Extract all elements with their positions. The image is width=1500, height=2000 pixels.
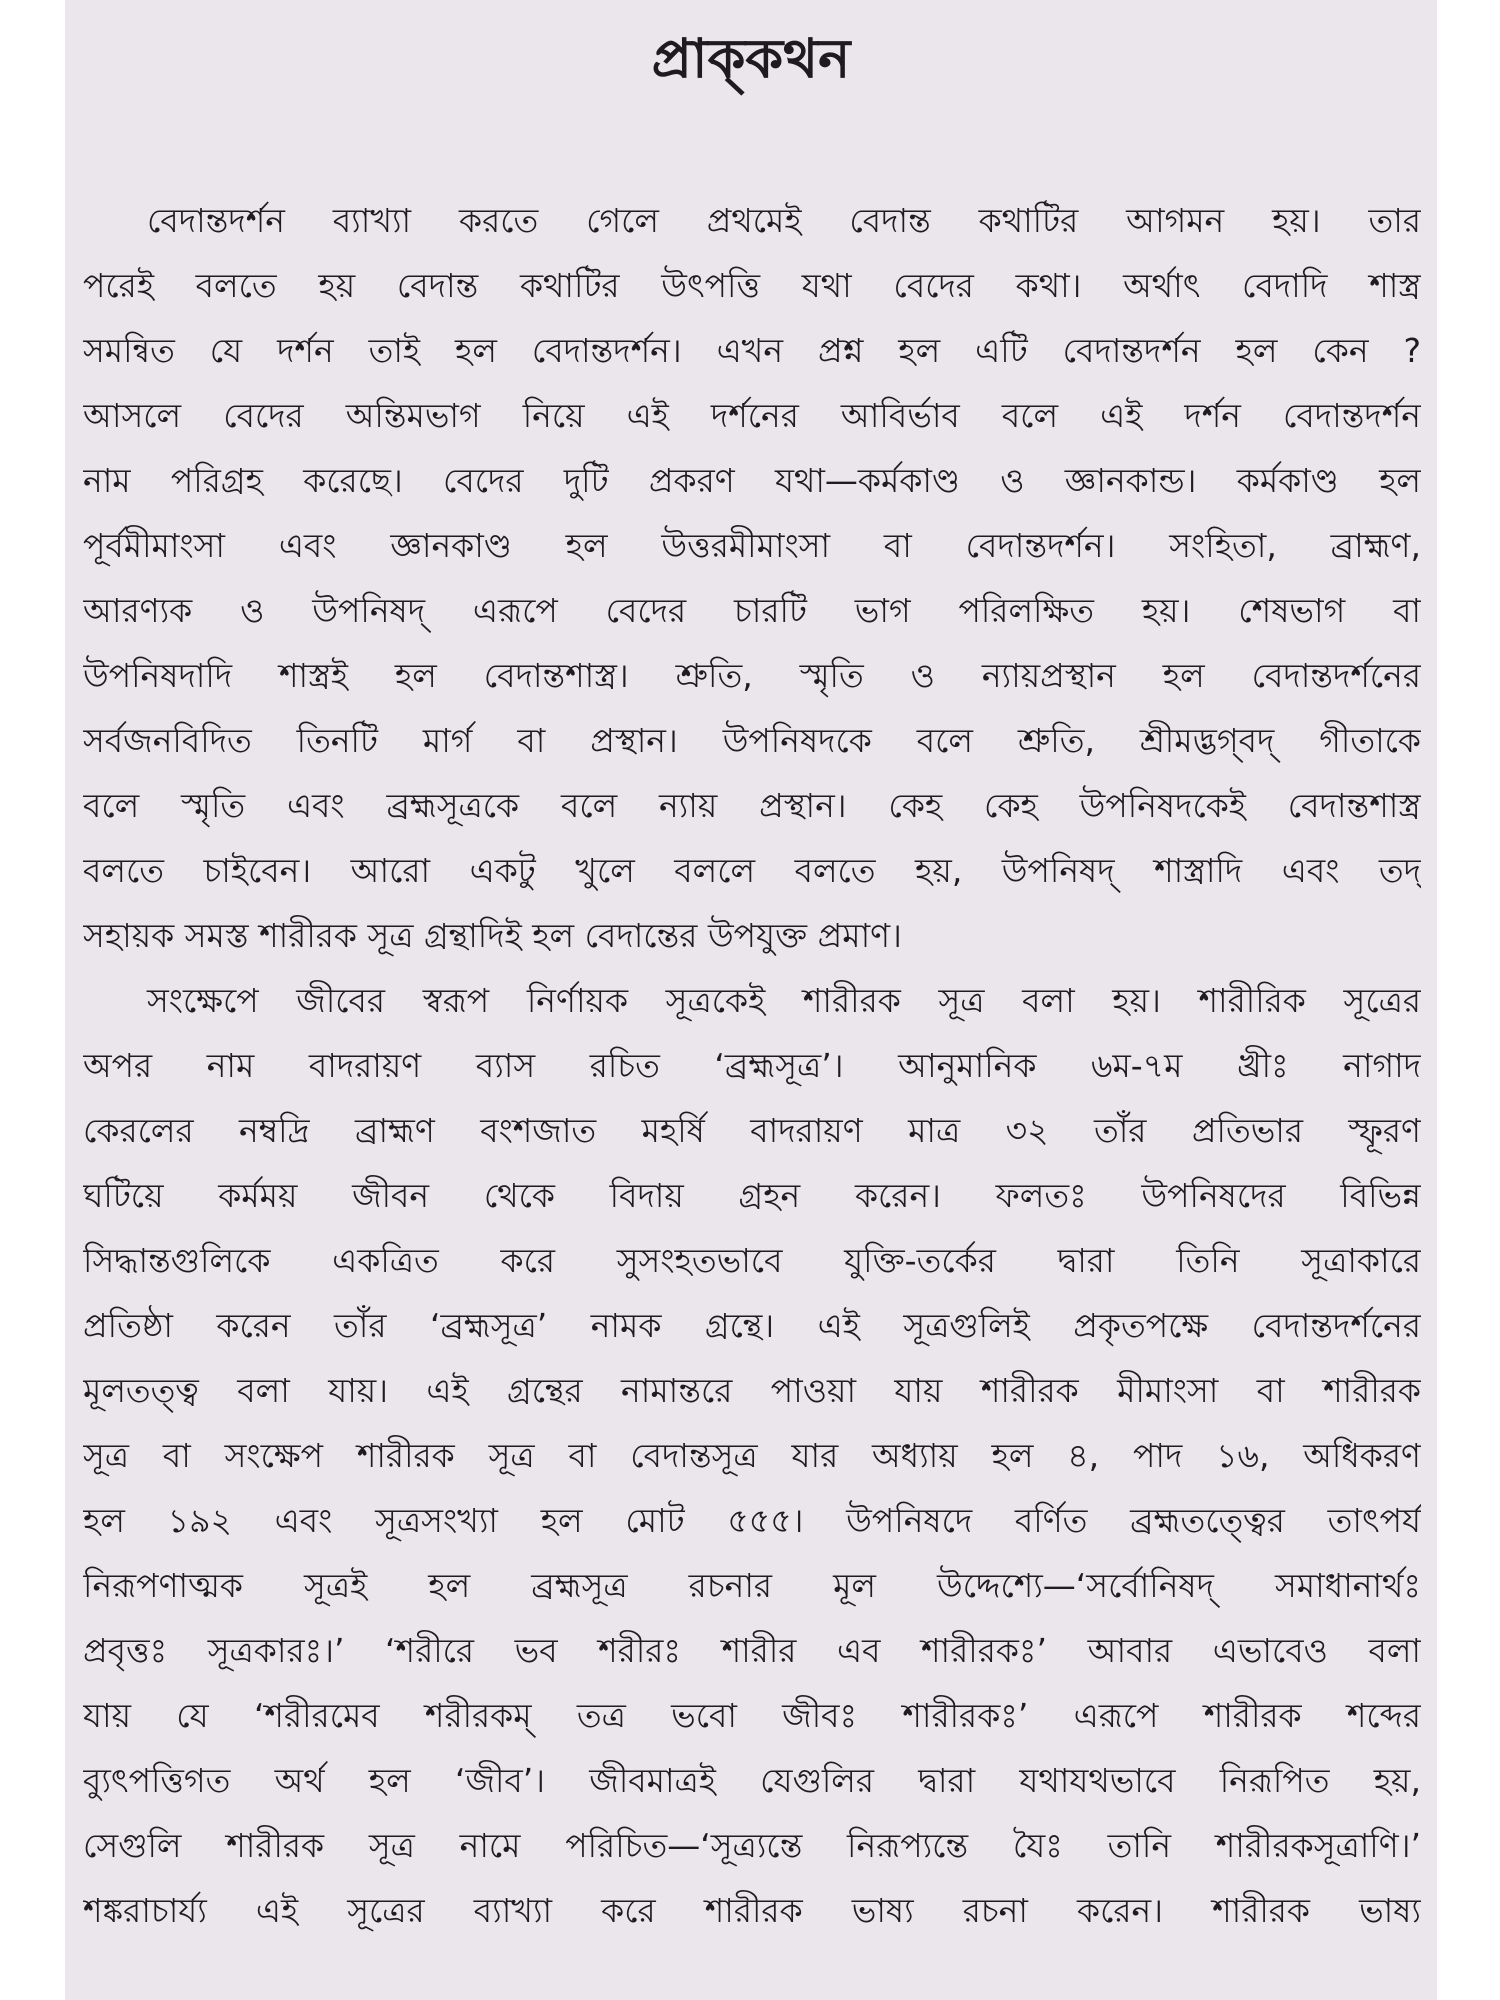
text-line: যায় যে ‘শরীরমেব শরীরকম্ তত্র ভবো জীবঃ শারীরকঃ’ এরূপে শারীরক শব্দের <box>83 1696 1421 1735</box>
text-line: প্রতিষ্ঠা করেন তাঁর ‘ব্রহ্মসূত্র’ নামক গ্রন্থে। এই সূত্রগুলিই প্রকৃতপক্ষে বেদান্তদর্শনের <box>83 1306 1421 1345</box>
paragraph-2 <box>83 968 1421 1943</box>
text-line: প্রবৃত্তঃ সূত্রকারঃ।’ ‘শরীরে ভব শরীরঃ শারীর এব শারীরকঃ’ আবার এভাবেও বলা <box>83 1631 1421 1670</box>
text-line: নিরূপণাত্মক সূত্রই হল ব্রহ্মসূত্র রচনার মূল উদ্দেশ্যে—‘সর্বোনিষদ্ সমাধানার্থঃ <box>83 1566 1421 1605</box>
text-line: সংক্ষেপে জীবের স্বরূপ নির্ণায়ক সূত্রকেই শারীরক সূত্র বলা হয়। শারীরিক সূত্রের <box>147 981 1421 1020</box>
paragraph-1 <box>83 188 1421 968</box>
text-line: সিদ্ধান্তগুলিকে একত্রিত করে সুসংহতভাবে যুক্তি-তর্কের দ্বারা তিনি সূত্রাকারে <box>83 1241 1421 1280</box>
text-line: শঙ্করাচার্য্য এই সূত্রের ব্যাখ্যা করে শারীরক ভাষ্য রচনা করেন। শারীরক ভাষ্য <box>83 1891 1421 1930</box>
body-text <box>83 188 1421 1943</box>
text-line: সর্বজনবিদিত তিনটি মার্গ বা প্রস্থান। উপনিষদকে বলে শ্রুতি, শ্রীমদ্ভগ্‌বদ্ গীতাকে <box>83 721 1421 760</box>
text-line: বলে স্মৃতি এবং ব্রহ্মসূত্রকে বলে ন্যায় প্রস্থান। কেহ কেহ উপনিষদকেই বেদান্তশাস্ত্র <box>83 786 1421 825</box>
book-page <box>65 0 1437 2000</box>
text-line: আরণ্যক ও উপনিষদ্ এরূপে বেদের চারটি ভাগ পরিলক্ষিত হয়। শেষভাগ বা <box>83 591 1421 630</box>
text-line: বলতে চাইবেন। আরো একটু খুলে বললে বলতে হয়, উপনিষদ্ শাস্ত্রাদি এবং তদ্ <box>83 851 1421 890</box>
text-line: সমন্বিত যে দর্শন তাই হল বেদান্তদর্শন। এখন প্রশ্ন হল এটি বেদান্তদর্শন হল কেন ? <box>83 331 1421 370</box>
text-line: সেগুলি শারীরক সূত্র নামে পরিচিত—‘সূত্র্যন্তে নিরূপ্যন্তে যৈঃ তানি শারীরকসূত্রাণি।’ <box>83 1826 1421 1865</box>
text-line: বেদান্তদর্শন ব্যাখ্যা করতে গেলে প্রথমেই বেদান্ত কথাটির আগমন হয়। তার <box>147 201 1421 240</box>
text-line: আসলে বেদের অন্তিমভাগ নিয়ে এই দর্শনের আবির্ভাব বলে এই দর্শন বেদান্তদর্শন <box>83 396 1421 435</box>
page-title: প্রাক্‌কথন <box>651 27 851 90</box>
text-line: উপনিষদাদি শাস্ত্রই হল বেদান্তশাস্ত্র। শ্রুতি, স্মৃতি ও ন্যায়প্রস্থান হল বেদান্তদর্শনের <box>83 656 1421 695</box>
text-line: নাম পরিগ্রহ করেছে। বেদের দুটি প্রকরণ যথা—কর্মকাণ্ড ও জ্ঞানকান্ড। কর্মকাণ্ড হল <box>83 461 1421 500</box>
text-line: কেরলের নম্বদ্রি ব্রাহ্মণ বংশজাত মহর্ষি বাদরায়ণ মাত্র ৩২ তাঁর প্রতিভার স্ফূরণ <box>83 1111 1421 1150</box>
text-line: ঘটিয়ে কর্মময় জীবন থেকে বিদায় গ্রহন করেন। ফলতঃ উপনিষদের বিভিন্ন <box>83 1176 1421 1215</box>
text-line: সহায়ক সমস্ত শারীরক সূত্র গ্রন্থাদিই হল বেদান্তের উপযুক্ত প্রমাণ। <box>83 916 902 955</box>
text-line: পূর্বমীমাংসা এবং জ্ঞানকাণ্ড হল উত্তরমীমাংসা বা বেদান্তদর্শন। সংহিতা, ব্রাহ্মণ, <box>83 526 1421 565</box>
text-line: অপর নাম বাদরায়ণ ব্যাস রচিত ‘ব্রহ্মসূত্র’। আনুমানিক ৬ম-৭ম খ্রীঃ নাগাদ <box>83 1046 1421 1085</box>
text-line: ব্যুৎপত্তিগত অর্থ হল ‘জীব’। জীবমাত্রই যেগুলির দ্বারা যথাযথভাবে নিরূপিত হয়, <box>83 1761 1421 1800</box>
text-line: হল ১৯২ এবং সূত্রসংখ্যা হল মোট ৫৫৫। উপনিষদে বর্ণিত ব্রহ্মতত্ত্বের তাৎপর্য <box>83 1501 1421 1540</box>
text-line: মূলতত্ত্ব বলা যায়। এই গ্রন্থের নামান্তরে পাওয়া যায় শারীরক মীমাংসা বা শারীরক <box>83 1371 1421 1410</box>
text-line: সূত্র বা সংক্ষেপ শারীরক সূত্র বা বেদান্তসূত্র যার অধ্যায় হল ৪, পাদ ১৬, অধিকরণ <box>83 1436 1421 1475</box>
text-line: পরেই বলতে হয় বেদান্ত কথাটির উৎপত্তি যথা বেদের কথা। অর্থাৎ বেদাদি শাস্ত্র <box>83 266 1421 305</box>
